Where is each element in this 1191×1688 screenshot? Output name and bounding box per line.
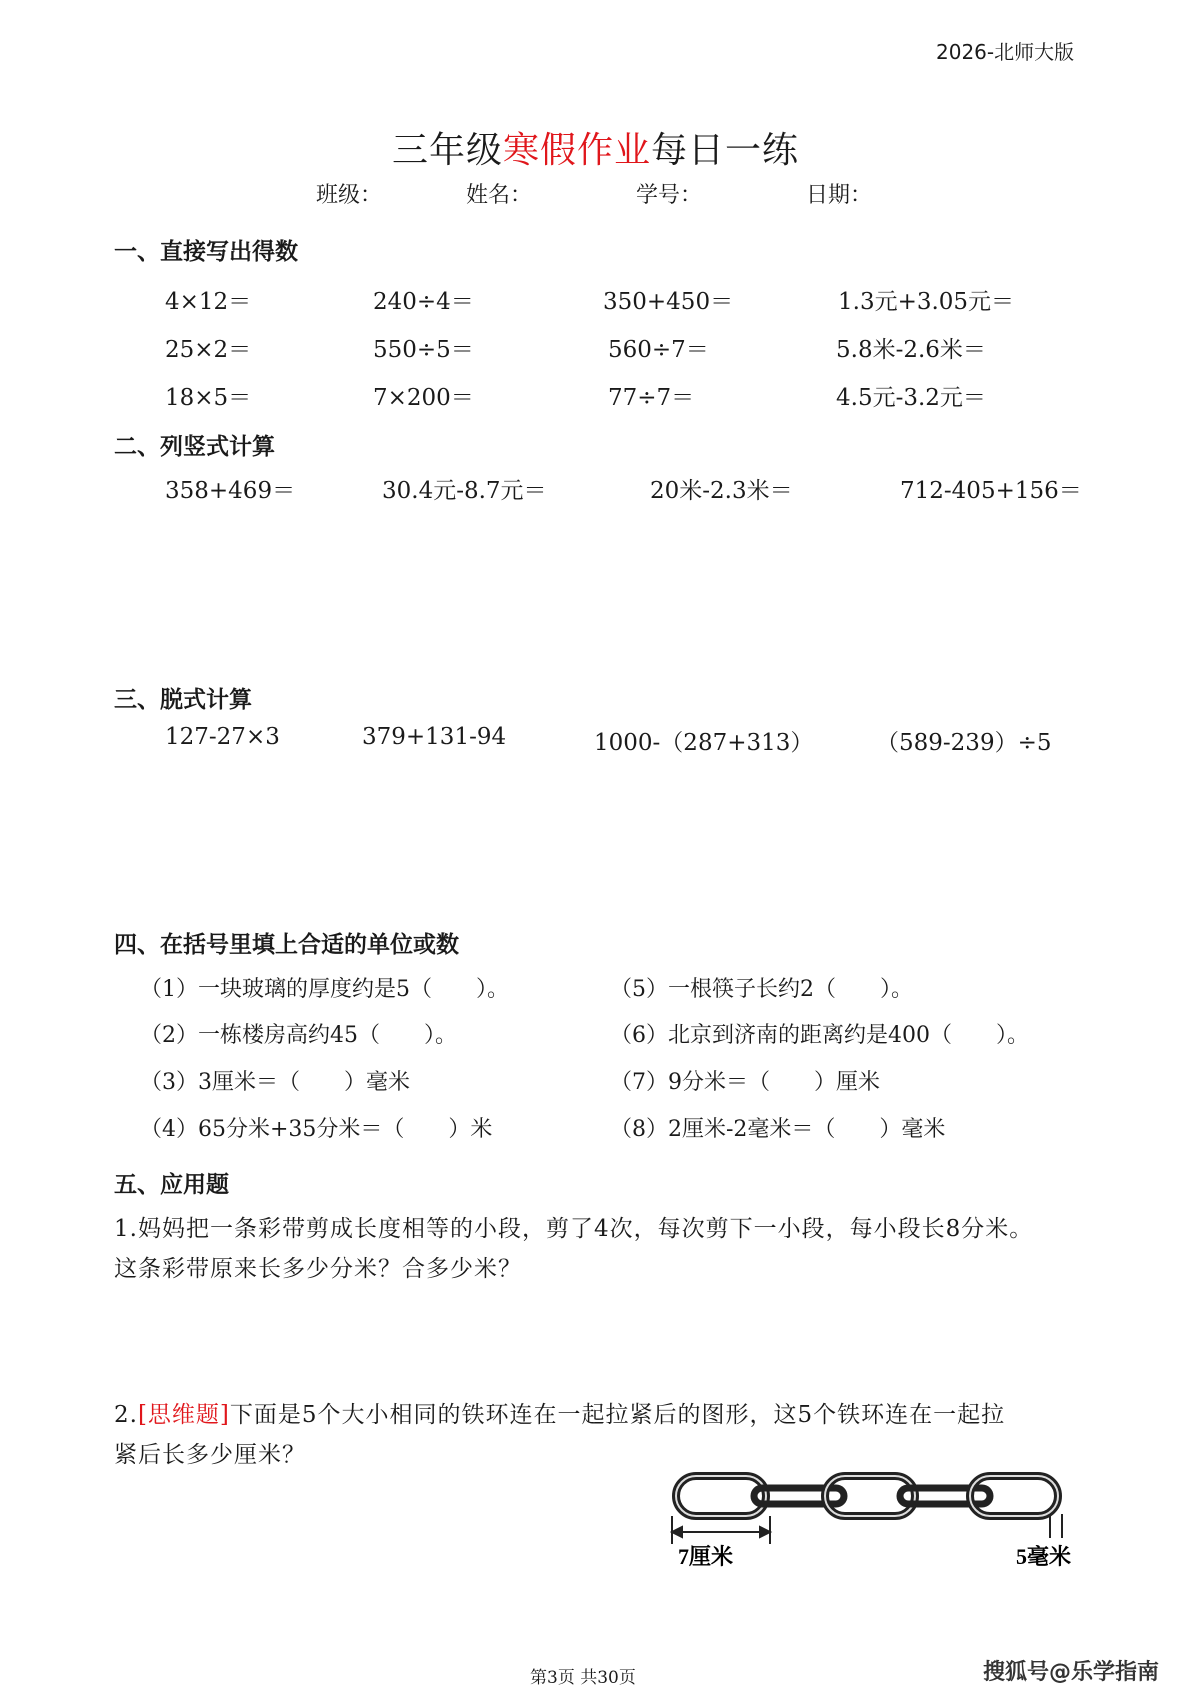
s3-q: 1000-（287+313） [594, 730, 814, 756]
chain-link-5-inner [970, 1476, 1058, 1516]
s1-q: 7×200＝ [373, 385, 474, 411]
s1-q: 560÷7＝ [608, 337, 709, 363]
section1-heading: 一、直接写出得数 [114, 239, 298, 265]
s1-q: 4.5元-3.2元＝ [836, 385, 986, 411]
s1-q: 25×2＝ [165, 337, 252, 363]
problem2-line1 [114, 1396, 1005, 1429]
s1-q: 240÷4＝ [373, 289, 474, 315]
date-label: 日期： [806, 183, 873, 208]
number-label: 学号： [636, 183, 703, 208]
s4-right-item: （5）一根筷子长约2（ ）。 [610, 977, 913, 1002]
problem2-line2: 紧后长多少厘米？ [114, 1442, 306, 1468]
s4-right-item: （7）9分米＝（ ）厘米 [610, 1070, 880, 1095]
class-label: 班级： [316, 183, 383, 208]
s2-q: 712-405+156＝ [900, 478, 1082, 504]
title-part1: 三年级 [391, 130, 503, 171]
s3-q: 379+131-94 [362, 724, 507, 750]
problem1-line1: 1.妈妈把一条彩带剪成长度相等的小段，剪了4次，每次剪下一小段，每小段长8分米。 [114, 1216, 1034, 1242]
s1-q: 18×5＝ [165, 385, 252, 411]
s1-q: 5.8米-2.6米＝ [836, 337, 986, 363]
edition-label: 2026-北师大版 [936, 40, 1075, 64]
page-number: 第3页 共30页 [530, 1668, 636, 1688]
s3-q: 127-27×3 [165, 724, 280, 750]
s2-q: 20米-2.3米＝ [650, 478, 793, 504]
section2-heading: 二、列竖式计算 [114, 434, 275, 460]
thinking-tag: [思维题] [137, 1402, 230, 1428]
dim-right-label: 5毫米 [1016, 1544, 1072, 1569]
s4-right-item: （6）北京到济南的距离约是400（ ）。 [610, 1023, 1029, 1048]
s4-left-item: （3）3厘米＝（ ）毫米 [140, 1070, 410, 1095]
title-highlight: 寒假作业 [502, 130, 651, 171]
name-label: 姓名： [466, 183, 533, 208]
page-title [0, 122, 1191, 173]
s1-q: 350+450＝ [603, 289, 734, 315]
section3-heading: 三、脱式计算 [114, 687, 252, 713]
s4-left-item: （4）65分米+35分米＝（ ）米 [140, 1117, 493, 1142]
dim-left-arrow-b [760, 1527, 770, 1537]
problem2-text: 下面是5个大小相同的铁环连在一起拉紧后的图形，这5个铁环连在一起拉 [229, 1402, 1006, 1428]
dim-left-arrow-a [672, 1527, 682, 1537]
s2-q: 358+469＝ [165, 478, 296, 504]
title-part2: 每日一练 [651, 130, 800, 171]
chain-figure [670, 1458, 1090, 1578]
s1-q: 1.3元+3.05元＝ [838, 289, 1015, 315]
s4-left-item: （2）一栋楼房高约45（ ）。 [140, 1023, 457, 1048]
s2-q: 30.4元-8.7元＝ [382, 478, 547, 504]
watermark: 搜狐号@乐学指南 [983, 1660, 1160, 1685]
s1-q: 550÷5＝ [373, 337, 474, 363]
problem1-line2: 这条彩带原来长多少分米？合多少米？ [114, 1256, 522, 1282]
s3-q: （589-239）÷5 [876, 730, 1052, 756]
dim-left-label: 7厘米 [678, 1544, 734, 1569]
s1-q: 4×12＝ [165, 289, 252, 315]
problem2-number: 2. [114, 1402, 138, 1428]
s4-left-item: （1）一块玻璃的厚度约是5（ ）。 [140, 977, 509, 1002]
section4-heading: 四、在括号里填上合适的单位或数 [114, 932, 459, 958]
chain-link-5 [970, 1476, 1058, 1516]
section5-heading: 五、应用题 [114, 1172, 229, 1198]
s4-right-item: （8）2厘米-2毫米＝（ ）毫米 [610, 1117, 946, 1142]
s1-q: 77÷7＝ [608, 385, 695, 411]
